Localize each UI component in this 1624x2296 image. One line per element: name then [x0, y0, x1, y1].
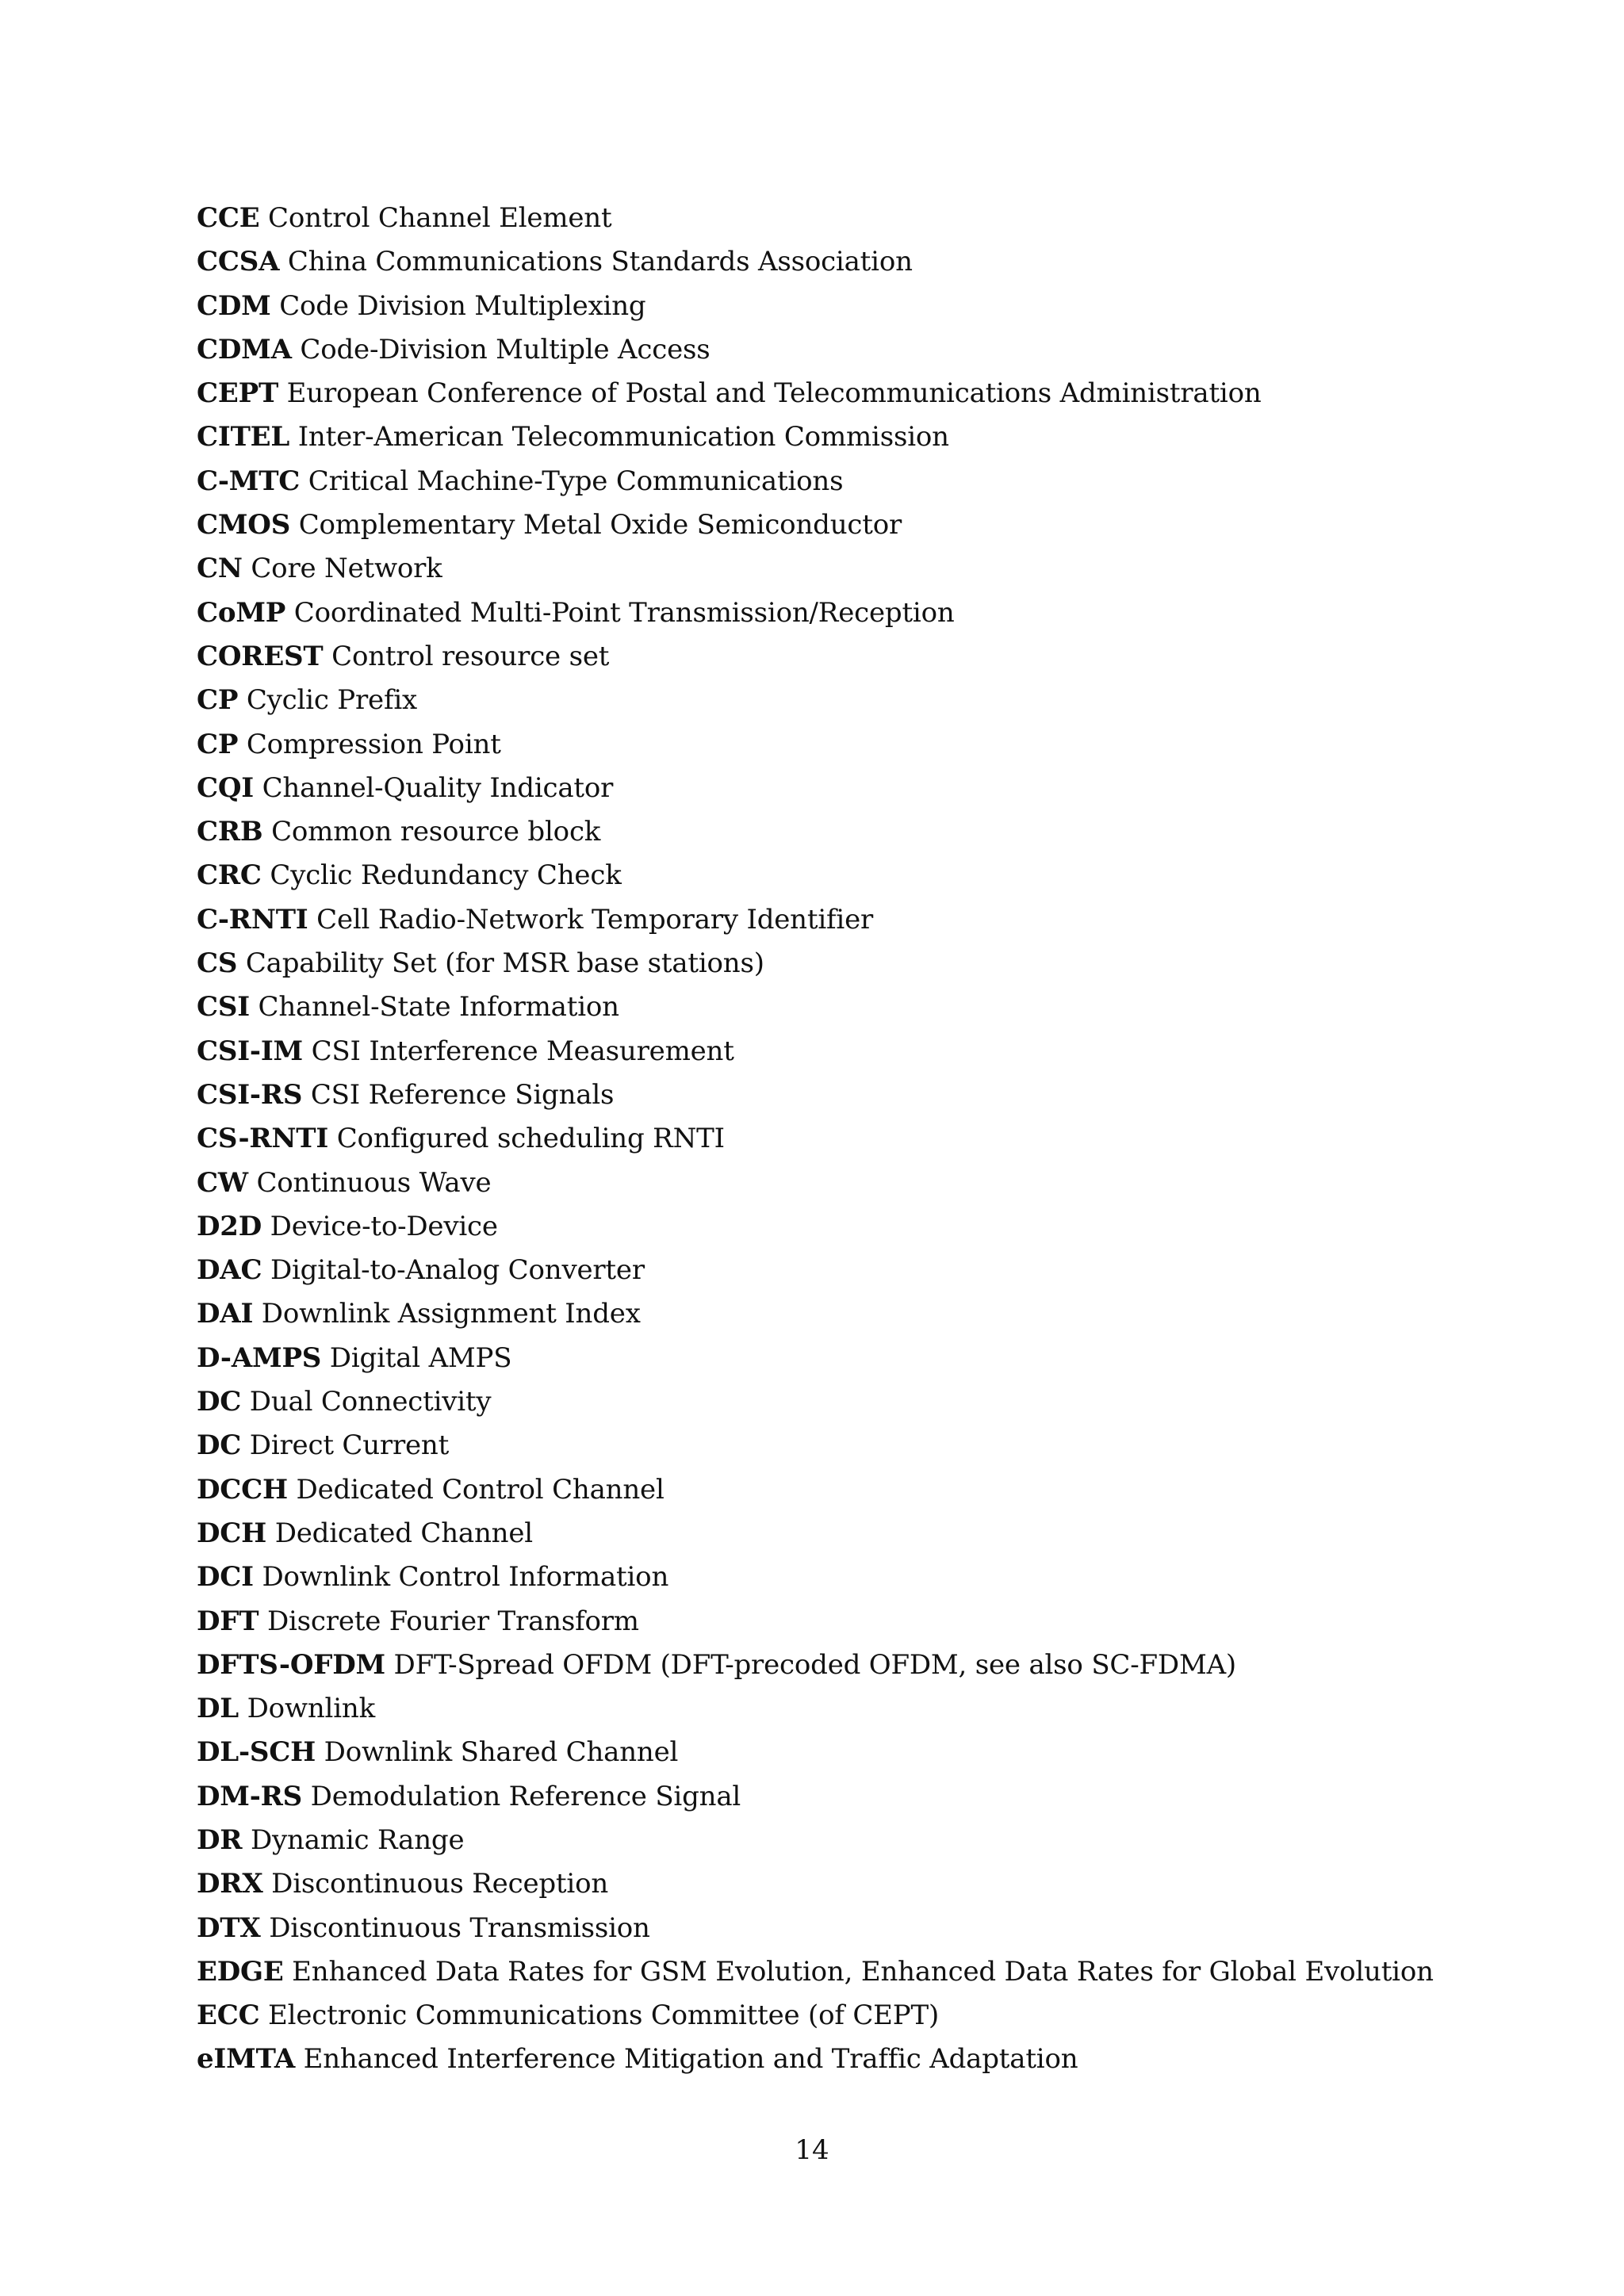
- abbreviation-definition: Configured scheduling RNTI: [336, 1123, 725, 1155]
- abbreviation-term: CN: [197, 553, 243, 585]
- abbreviation-definition: Inter-American Telecommunication Commission: [297, 421, 949, 453]
- abbreviation-term: CITEL: [197, 421, 290, 453]
- abbreviation-entry: [197, 1117, 1465, 1161]
- abbreviation-term: CRB: [197, 816, 263, 848]
- abbreviation-definition: Downlink Control Information: [262, 1561, 669, 1594]
- abbreviation-definition: China Communications Standards Association: [287, 246, 913, 278]
- abbreviation-definition: Control Channel Element: [268, 202, 612, 234]
- abbreviation-entry: [197, 1731, 1465, 1774]
- abbreviation-definition: DFT-Spread OFDM (DFT-precoded OFDM, see also SC-FDMA): [393, 1648, 1236, 1681]
- abbreviation-entry: [197, 1994, 1465, 2038]
- abbreviation-term: DL: [197, 1693, 239, 1725]
- abbreviation-definition: Downlink Assignment Index: [261, 1298, 641, 1330]
- abbreviation-entry: [197, 1775, 1465, 1819]
- abbreviation-entry: [197, 635, 1465, 679]
- abbreviation-definition: Dedicated Control Channel: [296, 1473, 665, 1506]
- abbreviation-entry: [197, 1687, 1465, 1731]
- abbreviation-definition: Core Network: [251, 553, 442, 585]
- abbreviation-entry: [197, 1556, 1465, 1599]
- abbreviation-definition: Dynamic Range: [250, 1823, 465, 1856]
- abbreviation-definition: Device-to-Device: [270, 1210, 498, 1242]
- abbreviation-entry: [197, 767, 1465, 810]
- abbreviation-entry: [197, 1249, 1465, 1292]
- abbreviation-entry: [197, 1600, 1465, 1644]
- abbreviation-term: CSI: [197, 991, 250, 1024]
- abbreviation-entry: [197, 1819, 1465, 1862]
- abbreviation-definition: Channel-State Information: [258, 991, 619, 1024]
- abbreviation-definition: Digital AMPS: [329, 1341, 512, 1374]
- abbreviation-list: [197, 197, 1465, 2082]
- abbreviation-definition: Dual Connectivity: [249, 1386, 492, 1418]
- abbreviation-term: DL-SCH: [197, 1736, 316, 1769]
- abbreviation-term: DRX: [197, 1868, 263, 1900]
- abbreviation-entry: [197, 591, 1465, 635]
- abbreviation-definition: Complementary Metal Oxide Semiconductor: [298, 509, 902, 541]
- abbreviation-term: DC: [197, 1386, 242, 1418]
- abbreviation-definition: Cyclic Prefix: [246, 684, 417, 717]
- abbreviation-term: EDGE: [197, 1955, 284, 1988]
- abbreviation-term: C-RNTI: [197, 903, 308, 936]
- abbreviation-term: DFT: [197, 1605, 259, 1637]
- abbreviation-definition: Cyclic Redundancy Check: [270, 859, 622, 892]
- abbreviation-definition: Downlink Shared Channel: [324, 1736, 679, 1769]
- abbreviation-definition: Downlink: [247, 1693, 375, 1725]
- abbreviation-term: CS-RNTI: [197, 1123, 329, 1155]
- abbreviation-entry: [197, 1907, 1465, 1950]
- abbreviation-term: DCH: [197, 1517, 267, 1549]
- abbreviation-term: CSI-RS: [197, 1078, 303, 1111]
- abbreviation-definition: Discontinuous Reception: [271, 1868, 609, 1900]
- abbreviation-entry: [197, 547, 1465, 591]
- abbreviation-entry: [197, 854, 1465, 897]
- page-number: 14: [795, 2134, 829, 2166]
- abbreviation-term: D-AMPS: [197, 1341, 322, 1374]
- abbreviation-definition: Critical Machine-Type Communications: [308, 465, 844, 497]
- abbreviation-entry: [197, 1337, 1465, 1380]
- abbreviation-definition: Direct Current: [249, 1429, 450, 1462]
- abbreviation-term: CQI: [197, 771, 254, 804]
- abbreviation-term: CSI-IM: [197, 1035, 303, 1067]
- abbreviation-definition: Enhanced Interference Mitigation and Traffic Adaptation: [303, 2043, 1078, 2076]
- abbreviation-term: CS: [197, 947, 238, 980]
- abbreviation-entry: [197, 1468, 1465, 1512]
- abbreviation-definition: Digital-to-Analog Converter: [270, 1254, 645, 1287]
- abbreviation-entry: [197, 503, 1465, 547]
- abbreviation-entry: [197, 942, 1465, 985]
- abbreviation-term: DR: [197, 1823, 243, 1856]
- abbreviation-term: C-MTC: [197, 465, 301, 497]
- abbreviation-definition: Discrete Fourier Transform: [266, 1605, 639, 1637]
- abbreviation-entry: [197, 1073, 1465, 1117]
- abbreviation-term: eIMTA: [197, 2043, 295, 2076]
- abbreviation-entry: [197, 1862, 1465, 1906]
- abbreviation-term: DAC: [197, 1254, 262, 1287]
- abbreviation-term: DC: [197, 1429, 242, 1462]
- abbreviation-entry: [197, 898, 1465, 942]
- abbreviation-entry: [197, 985, 1465, 1029]
- abbreviation-entry: [197, 1161, 1465, 1205]
- abbreviation-definition: Compression Point: [246, 728, 501, 760]
- abbreviation-definition: CSI Interference Measurement: [311, 1035, 734, 1067]
- abbreviation-entry: [197, 328, 1465, 372]
- abbreviation-entry: [197, 285, 1465, 328]
- abbreviation-term: CoMP: [197, 596, 286, 629]
- abbreviation-entry: [197, 415, 1465, 459]
- abbreviation-definition: Demodulation Reference Signal: [310, 1780, 741, 1812]
- abbreviation-definition: Electronic Communications Committee (of CEPT): [268, 1999, 940, 2032]
- abbreviation-entry: [197, 1644, 1465, 1687]
- abbreviation-definition: Control resource set: [331, 640, 610, 672]
- abbreviation-definition: Dedicated Channel: [274, 1517, 533, 1549]
- abbreviation-definition: Capability Set (for MSR base stations): [245, 947, 764, 980]
- abbreviation-term: DCI: [197, 1561, 254, 1594]
- abbreviation-entry: [197, 240, 1465, 284]
- abbreviation-term: CP: [197, 684, 239, 717]
- abbreviation-term: CP: [197, 728, 239, 760]
- abbreviation-term: COREST: [197, 640, 324, 672]
- abbreviation-definition: Channel-Quality Indicator: [262, 771, 614, 804]
- abbreviation-term: DM-RS: [197, 1780, 303, 1812]
- abbreviation-definition: Continuous Wave: [256, 1166, 492, 1199]
- abbreviation-term: DFTS-OFDM: [197, 1648, 385, 1681]
- abbreviation-term: CCSA: [197, 246, 280, 278]
- abbreviation-definition: Discontinuous Transmission: [269, 1911, 650, 1944]
- abbreviation-entry: [197, 2038, 1465, 2081]
- abbreviation-entry: [197, 723, 1465, 767]
- abbreviation-term: CDM: [197, 289, 271, 322]
- abbreviation-definition: European Conference of Postal and Telecommunications Administration: [286, 377, 1262, 410]
- abbreviation-definition: Enhanced Data Rates for GSM Evolution, Enhanced Data Rates for Global Evolution: [292, 1955, 1434, 1988]
- abbreviation-definition: Common resource block: [271, 816, 601, 848]
- abbreviation-term: CEPT: [197, 377, 279, 410]
- abbreviation-definition: Coordinated Multi-Point Transmission/Reception: [293, 596, 955, 629]
- abbreviation-definition: Cell Radio-Network Temporary Identifier: [316, 903, 874, 936]
- abbreviation-entry: [197, 460, 1465, 503]
- abbreviation-term: D2D: [197, 1210, 262, 1242]
- abbreviation-term: DAI: [197, 1298, 254, 1330]
- abbreviation-entry: [197, 1950, 1465, 1994]
- abbreviation-term: ECC: [197, 1999, 260, 2032]
- abbreviation-entry: [197, 1292, 1465, 1336]
- abbreviation-definition: CSI Reference Signals: [310, 1078, 615, 1111]
- abbreviation-term: CDMA: [197, 333, 292, 365]
- abbreviation-term: CCE: [197, 202, 260, 234]
- abbreviation-entry: [197, 1030, 1465, 1073]
- abbreviation-term: CMOS: [197, 509, 291, 541]
- abbreviation-entry: [197, 1512, 1465, 1556]
- abbreviation-term: CW: [197, 1166, 248, 1199]
- abbreviation-term: CRC: [197, 859, 262, 892]
- abbreviation-definition: Code-Division Multiple Access: [300, 333, 710, 365]
- abbreviation-definition: Code Division Multiplexing: [279, 289, 646, 322]
- abbreviation-term: DTX: [197, 1911, 261, 1944]
- abbreviation-entry: [197, 810, 1465, 854]
- abbreviation-entry: [197, 197, 1465, 240]
- abbreviation-entry: [197, 1205, 1465, 1249]
- abbreviation-entry: [197, 679, 1465, 722]
- abbreviation-entry: [197, 1424, 1465, 1468]
- abbreviation-entry: [197, 1380, 1465, 1424]
- abbreviation-entry: [197, 372, 1465, 415]
- abbreviation-term: DCCH: [197, 1473, 288, 1506]
